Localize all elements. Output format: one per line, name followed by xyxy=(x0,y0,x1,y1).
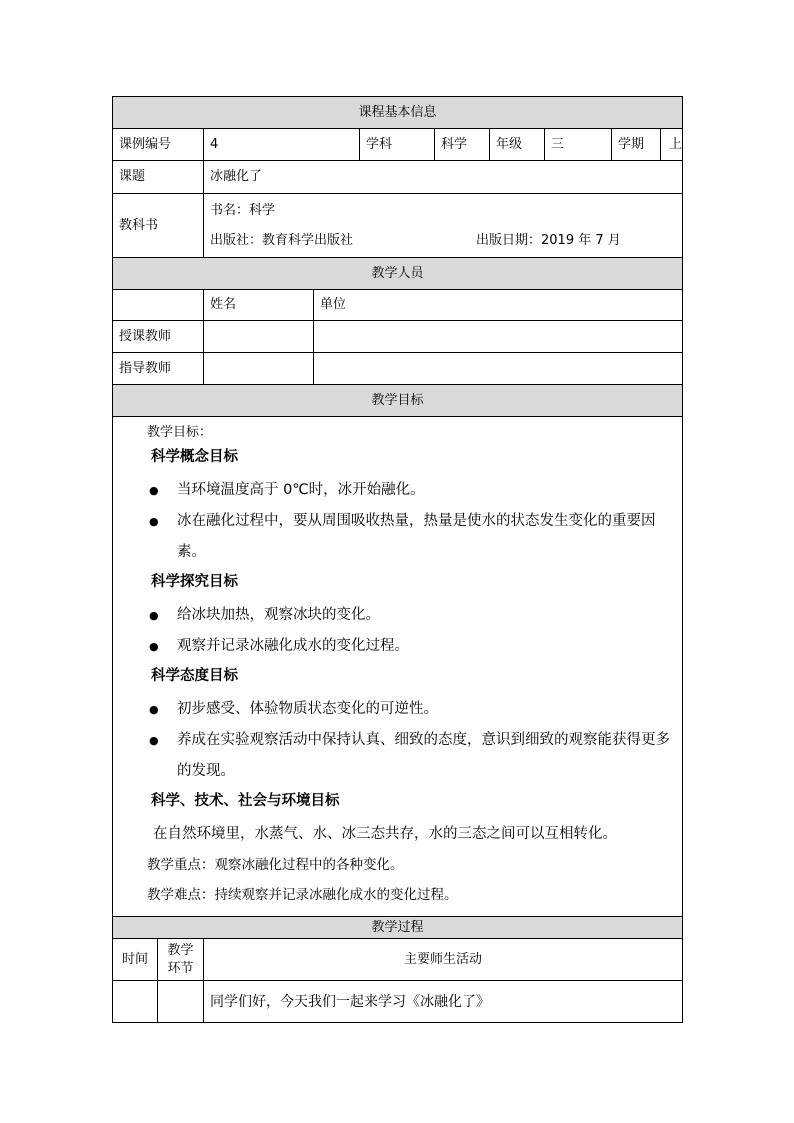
inquiry-item-2: 观察并记录冰融化成水的变化过程。 xyxy=(177,638,409,654)
bullet-icon: ● xyxy=(149,703,159,716)
difficulty: 教学难点：持续观察并记录冰融化成水的变化过程。 xyxy=(147,887,458,903)
textbook-info xyxy=(204,194,683,258)
grade-value: 三 xyxy=(545,129,612,161)
goals-header: 教学目标 xyxy=(113,385,683,417)
mentor-label: 指导教师 xyxy=(113,353,204,385)
publisher-row xyxy=(210,226,676,256)
sts-text: 在自然环境里，水蒸气、水、冰三态共存，水的三态之间可以互相转化。 xyxy=(153,826,617,842)
bullet-icon: ● xyxy=(149,734,159,747)
bullet-icon: ● xyxy=(149,609,159,622)
staff-name-col: 姓名 xyxy=(204,290,314,321)
bullet-icon: ● xyxy=(149,640,159,653)
case-no-label: 课例编号 xyxy=(113,129,204,161)
row1-activity: 同学们好，今天我们一起来学习《冰融化了》 xyxy=(204,981,683,1023)
term-cell xyxy=(612,129,683,161)
row1-time xyxy=(113,981,158,1023)
mentor-name xyxy=(204,353,314,385)
publish-date: 出版日期：2019 年 7 月 xyxy=(476,232,621,248)
attitude-item-2: 养成在实验观察活动中保持认真、细致的态度，意识到细致的观察能获得更多的发现。 xyxy=(177,732,670,779)
inquiry-heading: 科学探究目标 xyxy=(151,574,238,590)
goals-content xyxy=(113,417,683,917)
mentor-unit xyxy=(314,353,683,385)
teacher-name xyxy=(204,321,314,353)
attitude-item-1: 初步感受、体验物质状态变化的可逆性。 xyxy=(177,701,438,717)
topic-label: 课题 xyxy=(113,161,204,194)
teacher-label: 授课教师 xyxy=(113,321,204,353)
key-point: 教学重点：观察冰融化过程中的各种变化。 xyxy=(147,857,404,873)
concept-item-2: 冰在融化过程中，要从周围吸收热量，热量是使水的状态发生变化的重要因素。 xyxy=(177,513,656,560)
case-no-value: 4 xyxy=(204,129,360,161)
term-value: 上 xyxy=(669,136,683,152)
staff-header: 教学人员 xyxy=(113,258,683,290)
list-item xyxy=(119,506,676,568)
bullet-icon: ● xyxy=(149,515,159,528)
sts-heading: 科学、技术、社会与环境目标 xyxy=(151,793,340,809)
time-col: 时间 xyxy=(113,939,158,981)
list-item xyxy=(119,631,676,662)
inquiry-item-1: 给冰块加热，观察冰块的变化。 xyxy=(177,607,380,623)
list-item xyxy=(119,600,676,631)
activity-col: 主要师生活动 xyxy=(204,939,683,981)
staff-unit-col: 单位 xyxy=(314,290,683,321)
stage-col: 教学环节 xyxy=(158,939,204,981)
concept-item-1: 当环境温度高于 0℃时，冰开始融化。 xyxy=(177,482,425,498)
textbook-label: 教科书 xyxy=(113,194,204,258)
lesson-plan-table xyxy=(112,96,683,1023)
grade-label: 年级 xyxy=(490,129,545,161)
subject-value: 科学 xyxy=(435,129,490,161)
staff-corner-cell xyxy=(113,290,204,321)
row1-stage xyxy=(158,981,204,1023)
process-header: 教学过程 xyxy=(113,917,683,939)
list-item xyxy=(119,725,676,787)
publisher: 出版社：教育科学出版社 xyxy=(210,232,354,248)
course-info-header: 课程基本信息 xyxy=(113,97,683,129)
teacher-unit xyxy=(314,321,683,353)
attitude-heading: 科学态度目标 xyxy=(151,668,238,684)
topic-value: 冰融化了 xyxy=(204,161,683,194)
list-item xyxy=(119,475,676,506)
subject-label: 学科 xyxy=(360,129,435,161)
bullet-icon: ● xyxy=(149,484,159,497)
concept-heading: 科学概念目标 xyxy=(151,449,238,465)
list-item xyxy=(119,694,676,725)
term-label: 学期 xyxy=(612,129,661,160)
book-name: 书名：科学 xyxy=(210,202,276,218)
goals-intro: 教学目标： xyxy=(147,425,213,440)
